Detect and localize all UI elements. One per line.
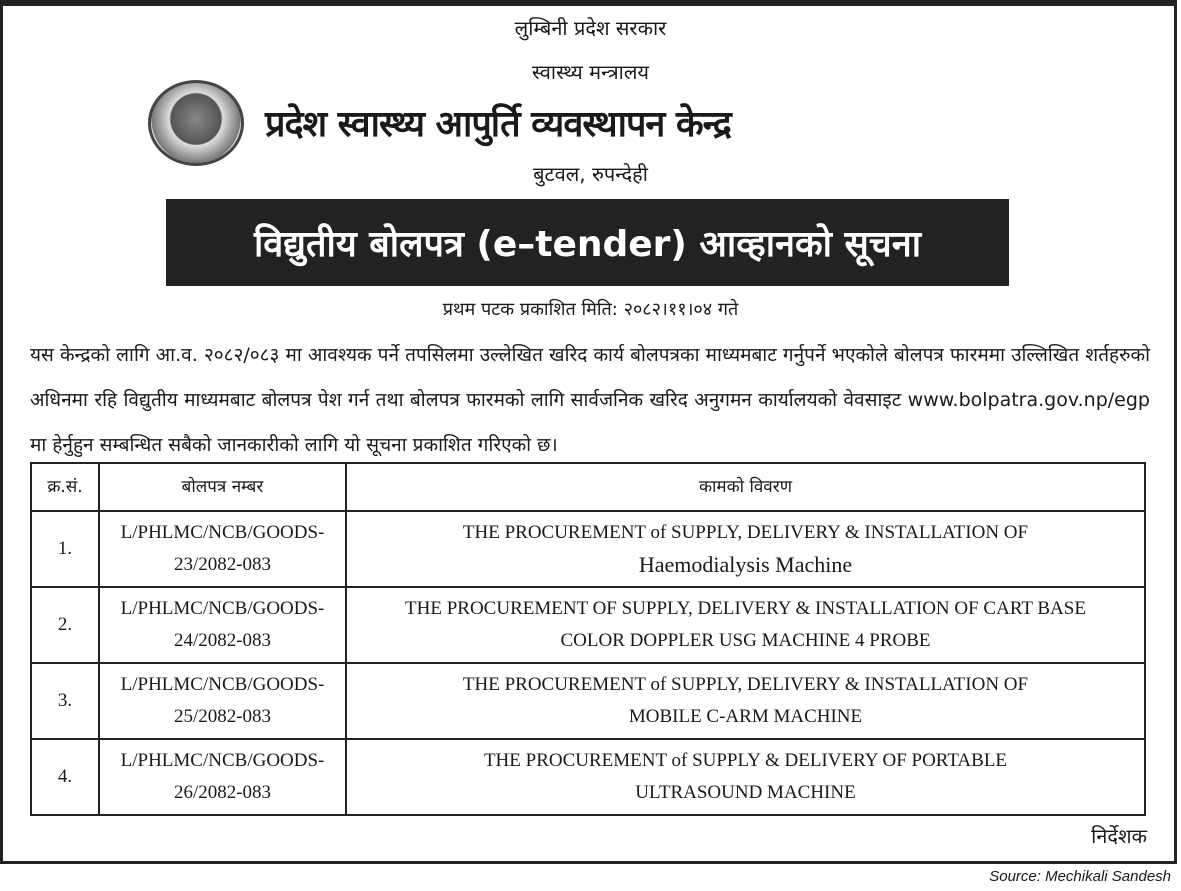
cell-sn: 4.	[31, 739, 99, 815]
cell-ref: L/PHLMC/NCB/GOODS- 23/2082-083	[99, 511, 346, 587]
ministry-name: स्वास्थ्य मन्त्रालय	[532, 60, 649, 84]
cell-sn: 2.	[31, 587, 99, 663]
desc-line2: COLOR DOPPLER USG MACHINE 4 PROBE	[560, 630, 931, 651]
office-location: बुटवल, रुपन्देही	[533, 162, 648, 186]
publish-date: प्रथम पटक प्रकाशित मिति: २०८२।११।०४ गते	[442, 299, 739, 320]
header-desc: कामको विवरण	[346, 463, 1145, 511]
desc-line1: THE PROCUREMENT of SUPPLY & DELIVERY OF PORTABLE	[483, 750, 1008, 771]
cell-ref: L/PHLMC/NCB/GOODS- 25/2082-083	[99, 663, 346, 739]
notice-title-banner: विद्युतीय बोलपत्र (e–tender) आव्हानको सूचना	[166, 199, 1009, 286]
cell-ref: L/PHLMC/NCB/GOODS- 26/2082-083	[99, 739, 346, 815]
table-row	[31, 739, 1145, 815]
desc-line2: ULTRASOUND MACHINE	[635, 782, 856, 803]
table-row	[31, 587, 1145, 663]
tender-table	[30, 462, 1146, 816]
header-sn: क्र.सं.	[31, 463, 99, 511]
table-row	[31, 511, 1145, 587]
cell-sn: 1.	[31, 511, 99, 587]
cell-desc	[346, 739, 1145, 815]
cell-desc	[346, 663, 1145, 739]
signature-title: निर्देशक	[1091, 824, 1147, 848]
desc-line1: THE PROCUREMENT of SUPPLY, DELIVERY & INSTALLATION OF	[462, 522, 1029, 543]
header-ref: बोलपत्र नम्बर	[99, 463, 346, 511]
table-row	[31, 663, 1145, 739]
desc-line2: MOBILE C-ARM MACHINE	[628, 706, 863, 727]
nepal-emblem-logo	[148, 80, 244, 166]
table-header-row	[31, 463, 1145, 511]
notice-paragraph: यस केन्द्रको लागि आ.व. २०८२/०८३ मा आवश्यक पर्ने तपसिलमा उल्लेखित खरिद कार्य बोलपत्रका माध्यमबाट गर्नुपर्ने भएकोले बोलपत्र फारममा उल्लिखित शर्तहरुको अधिनमा रहि विद्युतीय माध्यमबाट बोलपत्र पेश गर्न तथा बोलपत्र फारमको लागि सार्वजनिक खरिद अनुगमन कार्यालयको वेवसाइट www.bolpatra.gov.np/egp मा हेर्नुहुन सम्बन्धित सबैको जानकारीको लागि यो सूचना प्रकाशित गरिएको छ।	[30, 344, 1150, 456]
cell-desc	[346, 511, 1145, 587]
source-credit: Source: Mechikali Sandesh	[989, 868, 1171, 885]
cell-sn: 3.	[31, 663, 99, 739]
cell-desc	[346, 587, 1145, 663]
office-name: प्रदेश स्वास्थ्य आपुर्ति व्यवस्थापन केन्द्र	[265, 104, 731, 145]
desc-line1: THE PROCUREMENT OF SUPPLY, DELIVERY & INSTALLATION OF CART BASE	[405, 598, 1086, 619]
desc-line2: Haemodialysis Machine	[638, 552, 853, 577]
desc-line1: THE PROCUREMENT of SUPPLY, DELIVERY & INSTALLATION OF	[462, 674, 1029, 695]
cell-ref: L/PHLMC/NCB/GOODS- 24/2082-083	[99, 587, 346, 663]
government-name: लुम्बिनी प्रदेश सरकार	[514, 16, 667, 40]
